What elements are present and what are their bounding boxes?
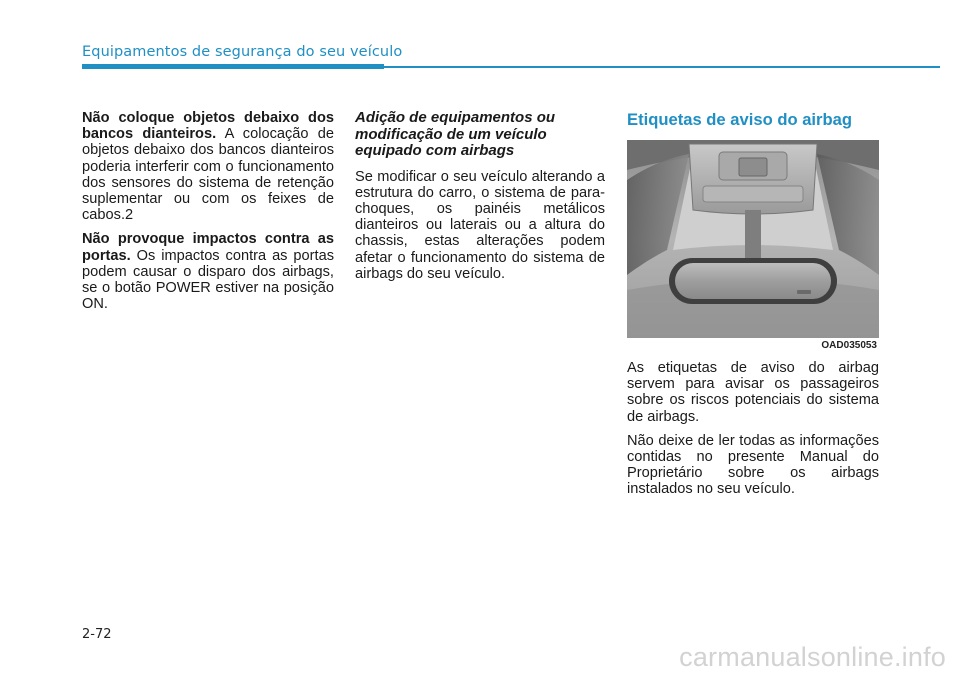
watermark-logo: carmanualsonline.info	[679, 642, 946, 672]
heading-airbag-labels: Etiquetas de aviso do airbag	[627, 110, 852, 129]
paragraph-labels-purpose: As etiquetas de aviso do airbag servem para avisar os passageiros sobre os riscos potenciais do sistema de airbags.	[627, 360, 879, 425]
column-middle	[355, 110, 605, 290]
paragraph-door-impacts	[82, 231, 334, 312]
subheading-modifications: Adição de equipamentos ou modificação de um veículo equipado com airbags	[355, 109, 556, 159]
paragraph-text: Os impactos contra as portas podem causar o disparo dos airbags, se o botão POWER estiver na posição ON.	[82, 247, 334, 313]
paragraph-modifications: Se modificar o seu veículo alterando a estrutura do carro, o sistema de para-choques, os painéis metálicos dianteiros ou laterais ou a altura do chassis, estas alterações podem afetar o funcionamento do sistema de airbags do seu veículo.	[355, 168, 605, 282]
paragraph-text: A colocação de objetos debaixo dos bancos dianteiros poderia interferir com o funcionamento dos sensores do sistema de retenção suplementar ou com os feixes de cabos.2	[82, 126, 334, 224]
paragraph-lead: Não provoque impactos contra as portas.	[82, 231, 334, 264]
column-left	[82, 110, 334, 320]
header-rule	[384, 66, 940, 68]
paragraph-read-manual: Não deixe de ler todas as informações contidas no presente Manual do Proprietário sobre os airbags instalados no seu veículo.	[627, 432, 879, 498]
rearview-mirror-illustration	[627, 140, 879, 338]
column-right	[627, 110, 879, 506]
photo-code: OAD035053	[821, 340, 877, 351]
paragraph-objects-under-seats	[82, 110, 334, 223]
header-bar	[82, 64, 384, 69]
rearview-mirror-photo	[627, 140, 879, 338]
page-number: 2-72	[82, 627, 112, 642]
section-title: Equipamentos de segurança do seu veículo	[82, 44, 403, 60]
paragraph-lead: Não coloque objetos debaixo dos bancos dianteiros.	[82, 110, 334, 143]
